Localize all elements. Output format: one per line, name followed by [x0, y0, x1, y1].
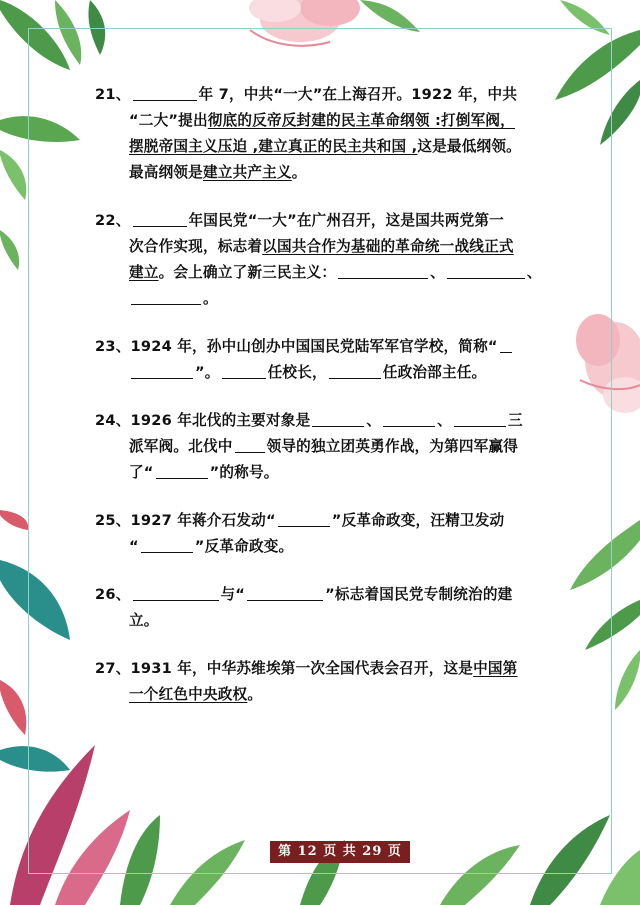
question-21 — [95, 82, 550, 186]
question-text: 1927 年蒋介石发动“ — [130, 512, 276, 529]
question-number: 23、 — [95, 338, 131, 355]
question-text: 1926 年北伐的主要对象是 — [130, 412, 311, 429]
question-text: 这是最低纲领。 — [417, 138, 521, 155]
separator: 、 — [430, 264, 445, 281]
separator: 、 — [526, 264, 542, 281]
question-text: 。 — [203, 290, 218, 307]
question-number: 27、 — [95, 660, 131, 677]
answer-blank[interactable] — [500, 334, 512, 353]
separator: 、 — [366, 412, 382, 429]
question-text: “ — [129, 538, 139, 555]
question-text: ”反革命政变，汪精卫发动 — [331, 512, 505, 529]
question-number: 24、 — [95, 412, 131, 429]
question-number: 21、 — [95, 86, 131, 103]
underlined-answer: 建立 — [129, 264, 159, 281]
question-text: 与“ — [220, 586, 246, 603]
question-text: 立。 — [129, 612, 159, 629]
answer-blank[interactable] — [454, 408, 506, 427]
answer-blank[interactable] — [235, 434, 265, 453]
question-23 — [95, 334, 550, 386]
answer-blank[interactable] — [222, 360, 266, 379]
question-text: 1931 年，中华苏维埃第一次全国代表会召开，这是 — [130, 660, 474, 677]
question-text: 三 — [507, 412, 523, 429]
question-text: ”的称号。 — [209, 464, 279, 481]
question-text: ”标志着国民党专制统治的建 — [325, 586, 513, 603]
question-text: 派军阀。北伐中 — [129, 438, 233, 455]
underlined-answer: 彻底的反帝反封建的民主革命纲领 :打倒军阀， — [207, 112, 515, 129]
question-text: 。 — [291, 164, 307, 181]
answer-blank[interactable] — [156, 460, 208, 479]
underlined-answer: 中国第 — [473, 660, 518, 677]
answer-blank[interactable] — [447, 260, 525, 279]
answer-blank[interactable] — [247, 582, 323, 601]
question-26 — [95, 582, 550, 634]
underlined-answer: 一个红色中央政权 — [129, 686, 248, 703]
answer-blank[interactable] — [133, 208, 187, 227]
answer-blank[interactable] — [141, 534, 193, 553]
underlined-answer: 以国共合作为基础的革命统一战线正式 — [262, 238, 514, 255]
separator: 、 — [437, 412, 452, 429]
answer-blank[interactable] — [383, 408, 435, 427]
question-list — [95, 82, 550, 730]
question-24 — [95, 408, 550, 486]
question-27 — [95, 656, 550, 708]
question-number: 26、 — [95, 586, 131, 603]
answer-blank[interactable] — [312, 408, 364, 427]
page-number-footer: 第 12 页 共 29 页 — [270, 841, 410, 863]
question-text: 最高纲领是 — [129, 164, 203, 181]
question-text: 任政治部主任。 — [382, 364, 487, 381]
question-text: ”。 — [195, 364, 220, 381]
question-text: 1924 年，孙中山创办中国国民党陆军军官学校，简称“ — [130, 338, 498, 355]
question-text: ”反革命政变。 — [194, 538, 294, 555]
underlined-answer: 摆脱帝国主义压迫 ,建立真正的民主共和国 , — [129, 138, 418, 155]
question-22 — [95, 208, 550, 312]
question-text: 次合作实现，标志着 — [129, 238, 263, 255]
answer-blank[interactable] — [329, 360, 381, 379]
answer-blank[interactable] — [131, 286, 201, 305]
question-text: 。 — [247, 686, 263, 703]
question-25 — [95, 508, 550, 560]
answer-blank[interactable] — [133, 82, 197, 101]
question-text: 。会上确立了新三民主义： — [158, 264, 337, 281]
question-text: 领导的独立团英勇作战，为第四军赢得 — [266, 438, 519, 455]
answer-blank[interactable] — [278, 508, 330, 527]
question-text: 年国民党“一大”在广州召开，这是国共两党第一 — [188, 212, 504, 229]
answer-blank[interactable] — [133, 582, 219, 601]
answer-blank[interactable] — [131, 360, 193, 379]
question-text: 了“ — [129, 464, 154, 481]
question-text: 任校长， — [267, 364, 327, 381]
question-text: “二大”提出 — [129, 112, 208, 129]
question-number: 25、 — [95, 512, 131, 529]
question-text: 年 7，中共“一大”在上海召开。1922 年，中共 — [198, 86, 518, 103]
question-number: 22、 — [95, 212, 131, 229]
underlined-answer: 建立共产主义 — [202, 164, 292, 181]
answer-blank[interactable] — [338, 260, 428, 279]
